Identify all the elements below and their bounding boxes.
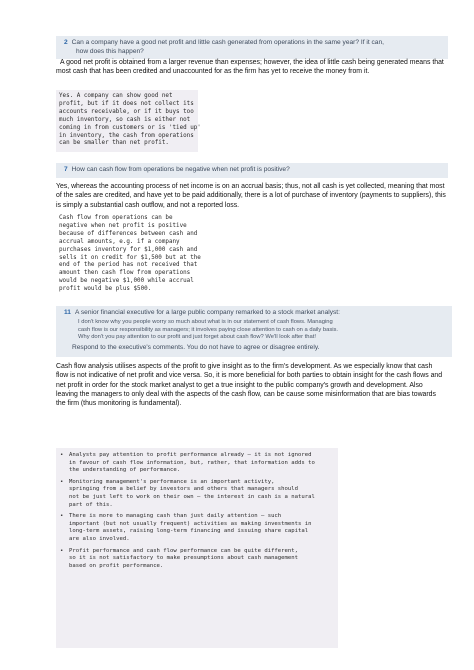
question-11-text: A senior financial executive for a large public company remarked to a stock market analyst:	[74, 309, 340, 316]
question-7-number: 7	[64, 166, 68, 173]
question-7-text: How can cash flow from operations be negative when net profit is positive?	[71, 166, 290, 173]
question-11-quote-line3: Why don't you pay attention to our profit and just forget about cash flow? We'll look after that!	[78, 334, 316, 341]
question-2-bar	[56, 36, 448, 59]
textbook-answer-11-box	[56, 448, 338, 648]
answer-7-paragraph: Yes, whereas the accounting process of net income is on an accrual basis; thus, not all cash is yet collected, meaning that most of the sales are credited, and have yet to be paid additionally, there is a lot of purchase of inventory (payments to suppliers), this is simply a substantial cash outflow, and not a reported loss.	[56, 183, 446, 209]
bullet-text: Profit performance and cash flow performance can be quite different, so it is not satisfactory to make presumptions about cash management based on profit performance.	[69, 547, 299, 569]
bullet-icon: •	[60, 513, 64, 520]
bullet-text: Analysts pay attention to profit performance already – it is not ignored in favour of cash flow information, but, rather, that information adds to the understanding of performance.	[69, 452, 315, 474]
bullet-icon: •	[60, 478, 64, 485]
bullet-item	[60, 452, 332, 475]
textbook-answer-2-box: Yes. A company can show good net profit, but if it does not collect its accounts receivable, or if it buys too much inventory, so cash is either not coming in from customers or is 'tied up' in inventory, the cash from operations can be smaller than net profit.	[56, 90, 198, 152]
bullet-text: Monitoring management's performance is an important activity, springing from a belief by investors and others that managers should not be just left to work on their own – the interest in cash is a natural part of this.	[69, 478, 315, 508]
bullet-item	[60, 513, 332, 543]
question-2-text-line1: Can a company have a good net profit and little cash generated from operations in the same year? If it can,	[71, 39, 384, 46]
question-11-bar	[56, 306, 452, 357]
question-2-number: 2	[64, 39, 68, 46]
question-11-quote	[64, 319, 446, 343]
answer-11-paragraph: Cash flow analysis utilises aspects of the profit to give insight as to the firm's development. As we especially know that cash flow is not indicative of net profit and vice versa. So, it is more beneficial for both parties to obtain insight for the cash flows and net profit in order for the stock market analyst to get a true insight to the public company's growth and development. Also leaving the managers to only deal with the aspects of the cash flow, can be cause some misinformation that are bias towards the firm (thus monitoring is fundamental).	[56, 363, 443, 408]
bullet-icon: •	[60, 547, 64, 554]
question-11-quote-line2: cash flow is our responsibility as managers; it involves paying close attention to cash on a daily basis.	[78, 326, 339, 333]
question-11-number: 11	[64, 309, 71, 316]
answer-2-paragraph: A good net profit is obtained from a larger revenue than expenses; however, the idea of little cash being generated means that most cash that has been credited and unaccounted for as the firm has yet to receive the money from it.	[56, 59, 444, 76]
question-2-text-line2: how does this happen?	[76, 47, 144, 55]
textbook-answer-7-box: Cash flow from operations can be negative when net profit is positive because of differences between cash and accrual amounts, e.g. if a company purchases inventory for $1,000 cash and sells it on credit for $1,500 but at the end of the period has not received that amount then cash flow from operations would be negative $1,000 while accrual profit would be plus $500.	[56, 212, 196, 292]
question-11-instruction: Respond to the executive's comments. You do not have to agree or disagree entirely.	[72, 344, 320, 352]
bullet-icon: •	[60, 452, 64, 458]
question-7-bar	[56, 163, 448, 178]
bullet-item	[60, 548, 332, 571]
bullet-text: There is more to managing cash than just daily attention – such important (but not usually frequent) activities as making investments in long-term assets, raising long-term financing and issuing share capital are also involved.	[69, 513, 312, 542]
bullet-item	[60, 479, 332, 509]
question-11-quote-line1: I don't know why you people worry so much about what is in our statement of cash flows. Managing	[78, 318, 333, 325]
